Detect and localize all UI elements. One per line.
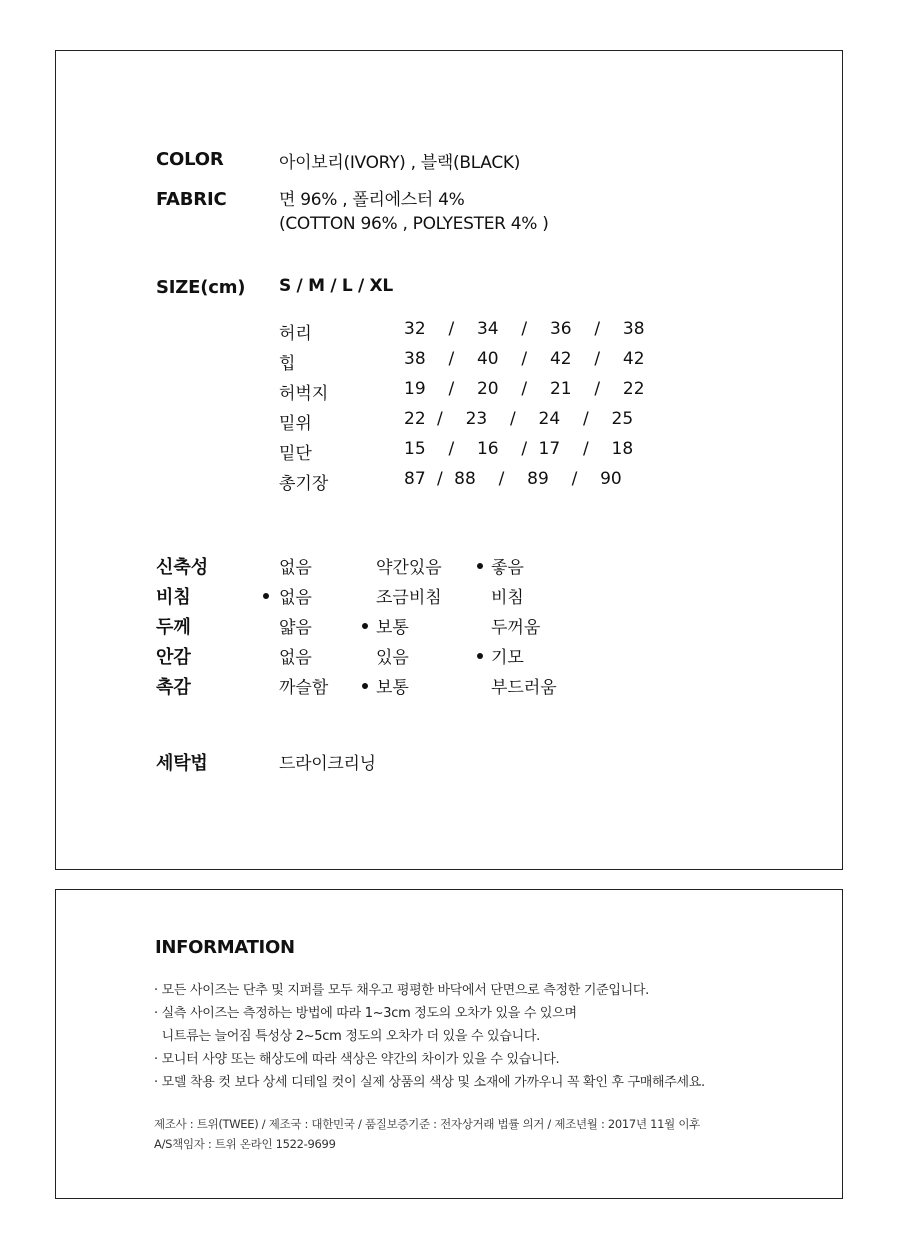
selected-bullet-icon [477,653,483,659]
characteristic-row [56,583,844,607]
size-row-name: 밑단 [279,444,312,464]
characteristic-label: 신축성 [156,557,209,578]
size-row-name: 허리 [279,324,312,344]
characteristic-row [56,613,844,637]
size-row-name: 밑위 [279,414,312,434]
fabric-value-line1: 면 96% , 폴리에스터 4% [279,190,465,210]
characteristic-label: 두께 [156,617,191,638]
size-row-values: 19 / 20 / 21 / 22 [404,379,645,399]
selected-bullet-icon [362,623,368,629]
selected-bullet-icon [263,593,269,599]
characteristic-option: 약간있음 [376,558,442,578]
size-row-values: 15 / 16 / 17 / 18 [404,439,634,459]
characteristic-option: 까슬함 [279,678,329,698]
fabric-value-line2: (COTTON 96% , POLYESTER 4% ) [279,214,549,234]
characteristic-option: 없음 [279,588,312,608]
characteristic-option: 기모 [491,648,524,668]
size-row-values: 38 / 40 / 42 / 42 [404,349,645,369]
characteristic-label: 비침 [156,587,191,608]
info-note-4: · 모니터 사양 또는 해상도에 따라 색상은 약간의 차이가 있을 수 있습니다. [154,1052,560,1067]
fabric-value [279,188,549,236]
manufacturer-info: 제조사 : 트위(TWEE) / 제조국 : 대한민국 / 품질보증기준 : 전자상거래 법률 의거 / 제조년월 : 2017년 11월 이후 [154,1117,700,1131]
size-row-name: 총기장 [279,474,329,494]
washing-label: 세탁법 [156,753,208,774]
size-list: S / M / L / XL [279,276,393,296]
size-label: SIZE(cm) [156,277,246,298]
size-row-name: 허벅지 [279,384,329,404]
characteristic-option: 없음 [279,648,312,668]
size-row-values: 32 / 34 / 36 / 38 [404,319,645,339]
size-row [56,409,844,433]
characteristic-option: 보통 [376,618,409,638]
characteristic-row [56,553,844,577]
characteristic-label: 촉감 [156,677,191,698]
selected-bullet-icon [477,563,483,569]
characteristic-option: 좋음 [491,558,524,578]
product-spec-box [55,50,843,870]
characteristic-option: 없음 [279,558,312,578]
characteristic-option: 얇음 [279,618,312,638]
characteristic-option: 보통 [376,678,409,698]
as-contact-info: A/S책임자 : 트위 온라인 1522-9699 [154,1137,336,1151]
characteristic-option: 두꺼움 [491,618,541,638]
characteristic-option: 부드러움 [491,678,557,698]
color-value: 아이보리(IVORY) , 블랙(BLACK) [279,153,521,173]
characteristic-option: 있음 [376,648,409,668]
selected-bullet-icon [362,683,368,689]
fabric-label: FABRIC [156,189,227,210]
size-row [56,469,844,493]
characteristic-option: 조금비침 [376,588,442,608]
characteristic-label: 안감 [156,647,191,668]
characteristic-row [56,643,844,667]
washing-value: 드라이크리닝 [279,754,376,774]
size-row-values: 22 / 23 / 24 / 25 [404,409,634,429]
size-row [56,349,844,373]
info-note-1: · 모든 사이즈는 단추 및 지퍼를 모두 채우고 평평한 바닥에서 단면으로 측정한 기준입니다. [154,983,649,998]
size-row [56,439,844,463]
characteristic-option: 비침 [491,588,524,608]
info-note-2: · 실측 사이즈는 측정하는 방법에 따라 1~3cm 정도의 오차가 있을 수 있으며 [154,1006,577,1021]
size-row [56,319,844,343]
characteristic-row [56,673,844,697]
color-label: COLOR [156,149,224,170]
size-row [56,379,844,403]
size-row-values: 87 / 88 / 89 / 90 [404,469,622,489]
information-title: INFORMATION [155,937,295,958]
info-note-5: · 모델 착용 컷 보다 상세 디테일 컷이 실제 상품의 색상 및 소재에 가까우니 꼭 확인 후 구매해주세요. [154,1075,705,1090]
information-box [55,889,843,1199]
size-row-name: 힙 [279,354,296,374]
info-note-3: 니트류는 늘어짐 특성상 2~5cm 정도의 오차가 더 있을 수 있습니다. [154,1029,540,1044]
